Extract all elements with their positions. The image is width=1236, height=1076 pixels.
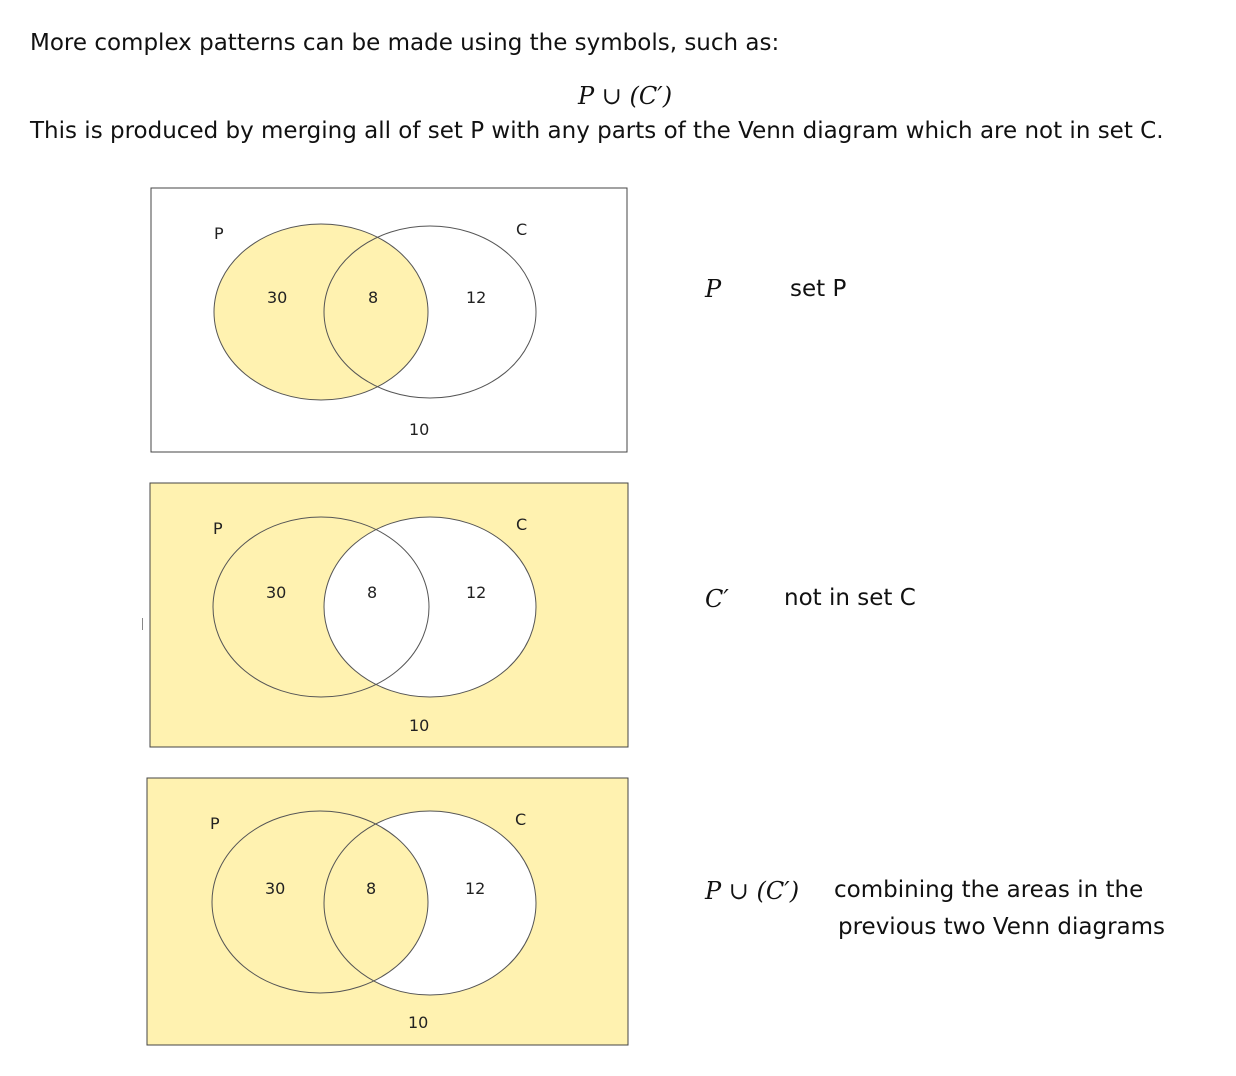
label-p: P xyxy=(213,519,223,538)
value-only-p: 30 xyxy=(267,288,288,307)
set-p-fill xyxy=(214,224,428,400)
value-both: 8 xyxy=(366,879,377,898)
label-c: C xyxy=(516,220,528,239)
description-not-c: not in set C xyxy=(784,585,916,611)
description-set-p: set P xyxy=(790,276,847,302)
text-cursor-mark xyxy=(142,618,143,630)
symbol-p-union-not-c: P ∪ (C′) xyxy=(705,877,800,905)
value-outside: 10 xyxy=(408,1013,429,1032)
value-both: 8 xyxy=(367,583,378,602)
set-c-fill xyxy=(324,517,536,697)
value-both: 8 xyxy=(368,288,379,307)
label-p: P xyxy=(214,224,224,243)
value-only-p: 30 xyxy=(265,879,286,898)
intro-text: More complex patterns can be made using the symbols, such as: xyxy=(30,30,780,56)
value-only-c: 12 xyxy=(465,879,486,898)
value-outside: 10 xyxy=(409,716,430,735)
description-combined-line1: combining the areas in the xyxy=(834,877,1144,903)
value-only-c: 12 xyxy=(466,583,487,602)
venn-diagram-set-p xyxy=(151,188,627,452)
explanation-text: This is produced by merging all of set P with any parts of the Venn diagram which are not in set C. xyxy=(30,118,1164,144)
label-c: C xyxy=(516,515,528,534)
value-only-c: 12 xyxy=(466,288,487,307)
venn-diagram-p-union-not-c xyxy=(147,778,628,1045)
value-outside: 10 xyxy=(409,420,430,439)
formula: P ∪ (C′) xyxy=(578,82,673,110)
symbol-p: P xyxy=(705,275,722,303)
description-combined-line2: previous two Venn diagrams xyxy=(838,914,1166,940)
venn-diagram-not-c xyxy=(150,483,628,747)
value-only-p: 30 xyxy=(266,583,287,602)
symbol-not-c: C′ xyxy=(705,585,729,613)
label-p: P xyxy=(210,814,220,833)
label-c: C xyxy=(515,810,527,829)
